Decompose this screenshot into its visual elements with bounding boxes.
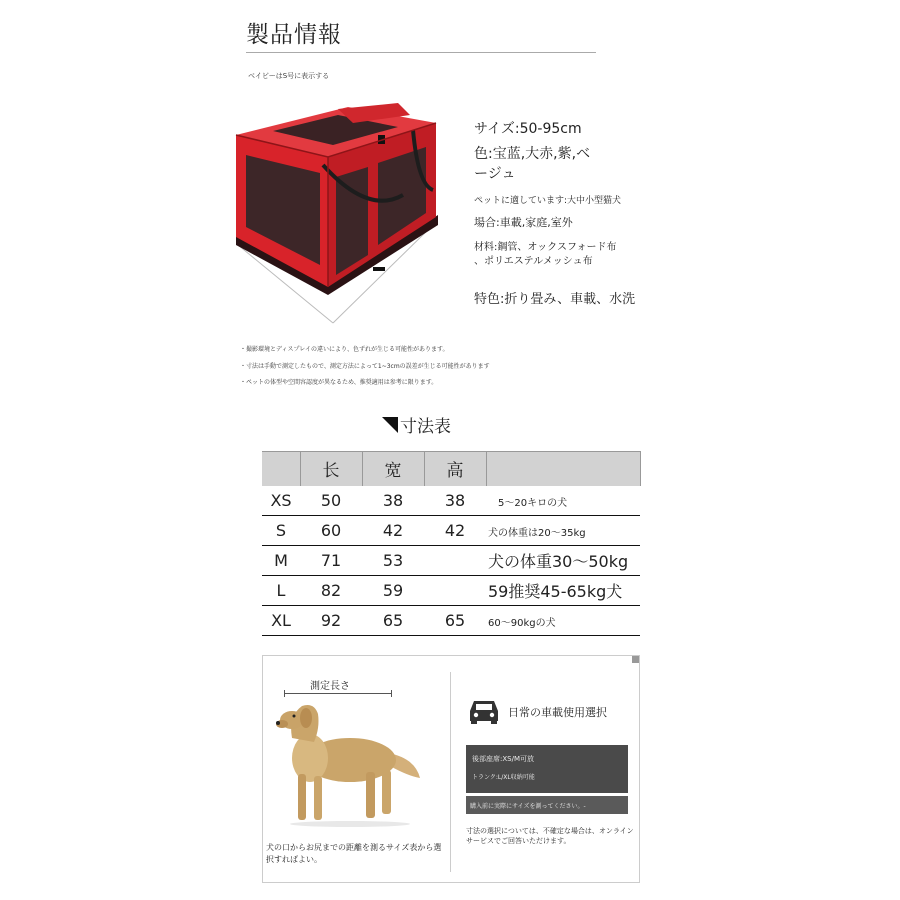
size-table-heading [382, 412, 451, 437]
header-height: 高 [424, 452, 486, 486]
size-guide-text: 寸法の選択については、不確定な場合は、オンラインサービスでご回答いただけます。 [466, 827, 634, 845]
header-recommend [486, 452, 640, 486]
height-cell [424, 546, 486, 576]
note-fit: ・ペットの体型や空間容認度が異なるため、推奨適用は参考に限ります。 [240, 379, 438, 386]
header-size [262, 452, 300, 486]
header-width: 宽 [362, 452, 424, 486]
dog-image [270, 698, 430, 828]
recommend-cell [486, 576, 640, 606]
length-cell: 50 [300, 486, 362, 516]
height-cell: 42 [424, 516, 486, 546]
spec-pet: ペットに適しています:大中小型猫犬 [474, 196, 622, 206]
pet-carrier-image [228, 95, 448, 335]
width-cell: 38 [362, 486, 424, 516]
recommend-text: 5～20キロの犬 [488, 497, 568, 509]
width-cell: 59 [362, 576, 424, 606]
measure-line [284, 693, 392, 694]
measure-label: 測定長さ [310, 681, 350, 692]
recommend-cell [486, 486, 640, 516]
car-icon [468, 697, 500, 725]
spec-color: 色:宝蓝,大赤,紫,ベ [474, 146, 591, 162]
recommend-text: 犬の体重30～50kg [488, 552, 629, 571]
spec-material: 材料:鋼管、オックスフォード布 [474, 242, 617, 253]
size-cell: S [262, 516, 300, 546]
table-row [262, 606, 640, 636]
header-length: 长 [300, 452, 362, 486]
length-cell: 92 [300, 606, 362, 636]
height-cell: 65 [424, 606, 486, 636]
size-table-header [262, 452, 640, 486]
spec-size: サイズ:50-95cm [474, 121, 582, 137]
recommend-cell [486, 606, 640, 636]
length-cell: 82 [300, 576, 362, 606]
table-row [262, 516, 640, 546]
length-cell: 71 [300, 546, 362, 576]
size-cell: L [262, 576, 300, 606]
width-cell: 42 [362, 516, 424, 546]
car-usage-title: 日常の車載使用選択 [508, 706, 607, 719]
back-seat-text: 後部座席:XS/M可放 [472, 755, 534, 763]
corner-marker [632, 656, 639, 663]
width-cell: 65 [362, 606, 424, 636]
dog-caption: 犬の口からお尻までの距離を測るサイズ表から選択すればよい。 [266, 843, 442, 864]
spec-material-cont: 、ポリエステルメッシュ布 [474, 256, 593, 267]
recommend-text: 59推奨45-65kg犬 [488, 582, 623, 601]
title-divider [246, 52, 596, 53]
trunk-text: トランク:L/XL収納可能 [472, 774, 535, 781]
recommend-text: 犬の体重は20～35kg [488, 528, 586, 539]
recommend-text: 60～90kgの犬 [488, 618, 556, 629]
table-row [262, 546, 640, 576]
size-cell: XS [262, 486, 300, 516]
size-table-heading-text: 寸法表 [400, 417, 451, 437]
spec-color-cont: ージュ [474, 166, 516, 182]
table-row [262, 486, 640, 516]
triangle-marker-icon [382, 417, 398, 433]
spec-place: 場合:車載,家庭,室外 [474, 216, 573, 229]
spec-feature: 特色:折り畳み、車載、水洗 [474, 292, 636, 307]
measure-advice-text: 購入前に実際にサイズを測ってください。- [470, 803, 586, 810]
size-cell: M [262, 546, 300, 576]
width-cell: 53 [362, 546, 424, 576]
height-cell: 38 [424, 486, 486, 516]
panel-divider [450, 672, 451, 872]
length-cell: 60 [300, 516, 362, 546]
recommend-cell [486, 546, 640, 576]
baby-note: ベイビーはS号に表示する [248, 72, 330, 80]
size-table [262, 451, 640, 636]
note-color: ・撮影環境とディスプレイの違いにより、色ずれが生じる可能性があります。 [240, 346, 449, 353]
size-cell: XL [262, 606, 300, 636]
height-cell [424, 576, 486, 606]
page-title: 製品情報 [246, 22, 342, 48]
note-measure: ・寸法は手動で測定したもので、測定方法によって1~3cmの誤差が生じる可能性があります [240, 363, 490, 370]
table-row [262, 576, 640, 606]
car-usage-box [466, 745, 628, 793]
recommend-cell [486, 516, 640, 546]
